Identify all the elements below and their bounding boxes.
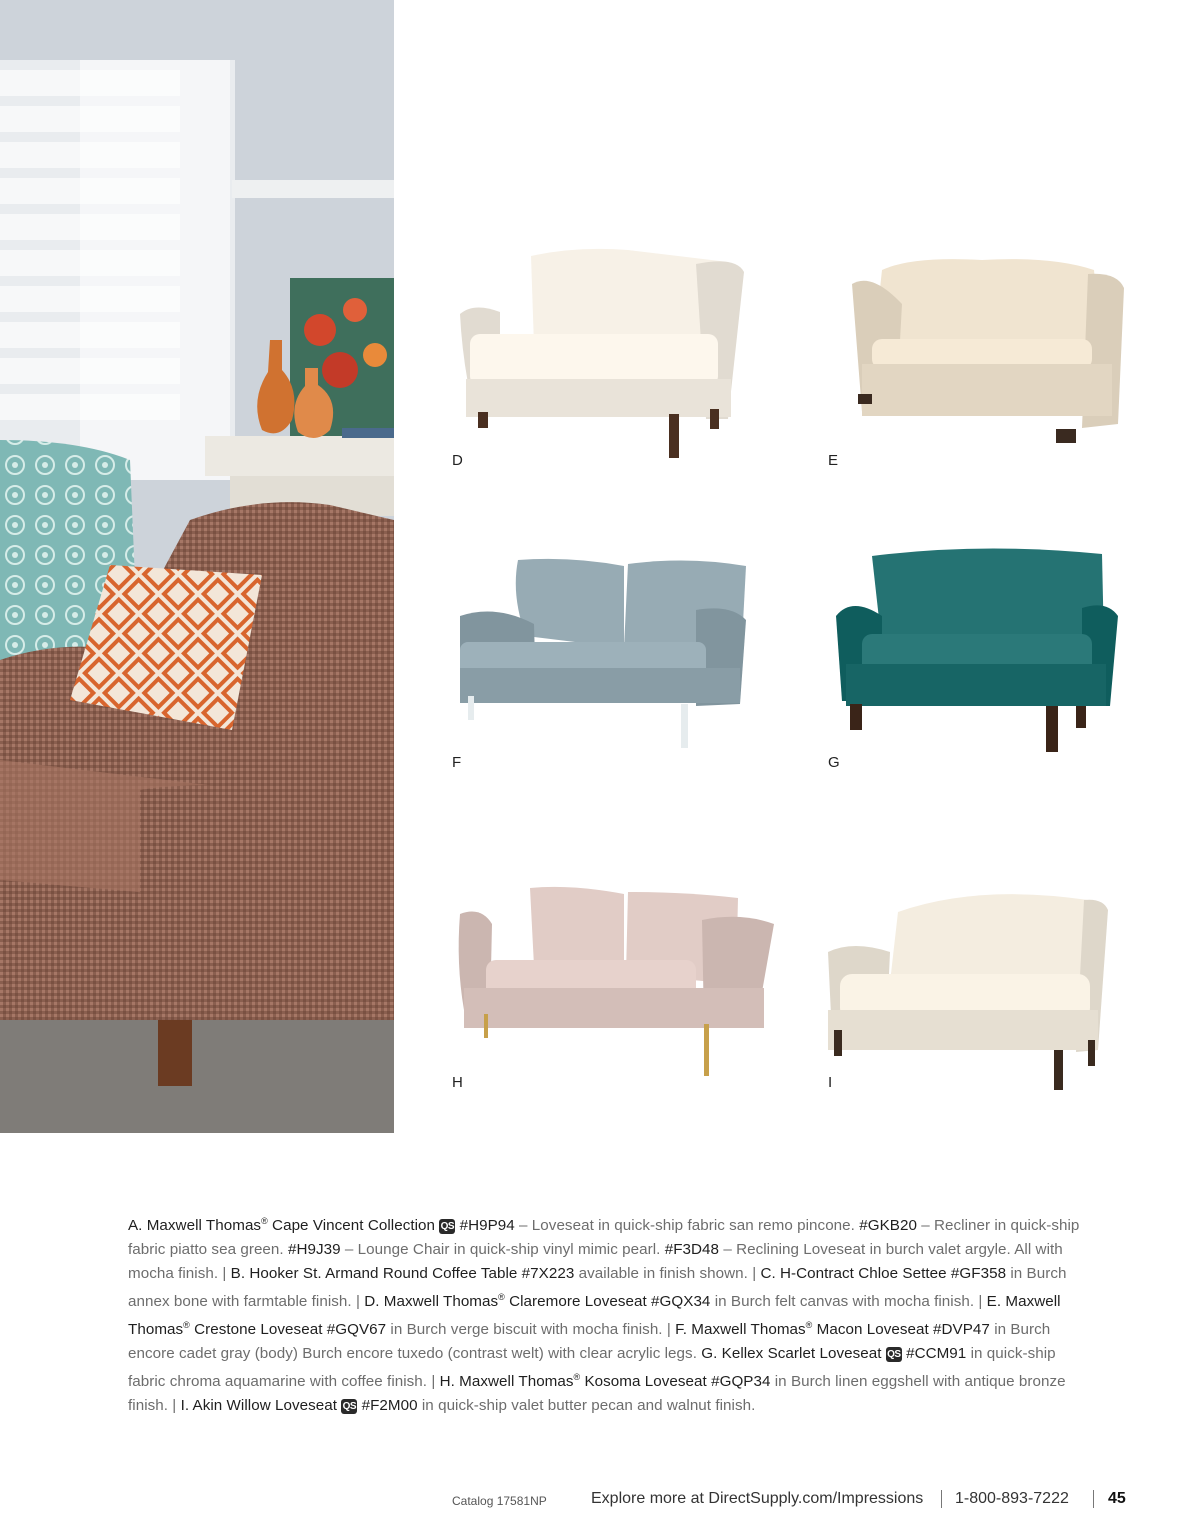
product-letter-f: F xyxy=(452,754,462,771)
reg-mark: ® xyxy=(805,1319,813,1330)
loveseat-g-image xyxy=(832,546,1132,761)
desc-a-text1: – Loveseat in quick-ship fabric san remo pincone. xyxy=(514,1217,860,1235)
desc-a-text3: – Lounge Chair in quick-ship vinyl mimic pearl. xyxy=(340,1240,665,1258)
loveseat-d-image xyxy=(456,244,756,459)
page-footer xyxy=(0,1488,1200,1512)
page-number: 45 xyxy=(1108,1490,1126,1507)
desc-i-sku: #F2M00 xyxy=(361,1396,418,1414)
loveseat-e-image xyxy=(832,244,1132,459)
desc-i-title: I. Akin Willow Loveseat xyxy=(180,1396,342,1414)
desc-g-text: in quick-ship fabric chroma aquamarine with coffee finish. | xyxy=(128,1344,1056,1390)
quick-ship-icon: QS xyxy=(342,1400,357,1412)
desc-f-title: F. Maxwell Thomas xyxy=(675,1320,806,1338)
desc-a-text4: – Reclining Loveseat in burch valet argyle. All with mocha finish. | xyxy=(128,1240,1063,1282)
desc-e-text: in Burch verge biscuit with mocha finish. | xyxy=(386,1320,676,1338)
desc-d-title2: Claremore Loveseat #GQX34 xyxy=(504,1292,711,1310)
desc-g-title: G. Kellex Scarlet Loveseat xyxy=(701,1344,886,1362)
desc-e-title2: Crestone Loveseat #GQV67 xyxy=(189,1320,387,1338)
desc-h-text: in Burch linen eggshell with antique bronze finish. | xyxy=(128,1372,1066,1414)
loveseat-f-image xyxy=(456,556,756,756)
desc-a-title2: Cape Vincent Collection xyxy=(267,1217,440,1235)
desc-a-text2: – Recliner in quick-ship fabric piatto sea green. xyxy=(128,1217,1080,1258)
product-d xyxy=(452,244,756,474)
reg-mark: ® xyxy=(498,1291,505,1302)
footer-divider xyxy=(941,1490,942,1508)
desc-g-sku: #CCM91 xyxy=(906,1344,967,1362)
lifestyle-room-photo xyxy=(0,0,394,1133)
footer-divider xyxy=(1093,1490,1094,1508)
desc-c-title: C. H-Contract Chloe Settee #GF358 xyxy=(760,1264,1007,1282)
product-letter-e: E xyxy=(828,452,839,469)
desc-d-text: in Burch felt canvas with mocha finish. | xyxy=(710,1292,987,1310)
product-f xyxy=(452,556,756,776)
product-description-text xyxy=(128,1210,1093,1418)
product-g xyxy=(828,546,1132,776)
product-letter-d: D xyxy=(452,452,463,469)
loveseat-i-image xyxy=(828,890,1118,1094)
desc-a-sku3: #H9J39 xyxy=(287,1240,341,1258)
desc-h-title: H. Maxwell Thomas xyxy=(439,1372,574,1390)
product-h xyxy=(452,884,776,1094)
desc-b-title: B. Hooker St. Armand Round Coffee Table #7X223 xyxy=(230,1264,575,1282)
desc-b-text: available in finish shown. | xyxy=(574,1264,761,1282)
product-letter-g: G xyxy=(828,754,840,771)
desc-a-title: A. Maxwell Thomas xyxy=(128,1217,262,1235)
desc-a-sku4: #F3D48 xyxy=(664,1240,720,1258)
desc-e-title: E. Maxwell Thomas xyxy=(128,1292,1061,1338)
desc-d-title: D. Maxwell Thomas xyxy=(364,1292,499,1310)
loveseat-h-image xyxy=(456,884,776,1079)
product-letter-i: I xyxy=(828,1074,833,1091)
desc-f-title2: Macon Loveseat #DVP47 xyxy=(812,1320,990,1338)
desc-f-text: in Burch encore cadet gray (body) Burch encore tuxedo (contrast welt) with clear acrylic legs. xyxy=(128,1320,1051,1362)
desc-h-title2: Kosoma Loveseat #GQP34 xyxy=(580,1372,771,1390)
product-letter-h: H xyxy=(452,1074,463,1091)
reg-mark: ® xyxy=(261,1216,268,1226)
product-e xyxy=(828,244,1132,474)
desc-i-text: in quick-ship valet butter pecan and walnut finish. xyxy=(417,1396,756,1414)
explore-link[interactable]: Explore more at DirectSupply.com/Impressions xyxy=(591,1490,924,1507)
desc-a-sku1: #H9P94 xyxy=(459,1217,515,1235)
phone-number[interactable]: 1-800-893-7222 xyxy=(955,1490,1069,1507)
reg-mark: ® xyxy=(183,1319,190,1330)
quick-ship-icon: QS xyxy=(440,1221,455,1233)
product-i xyxy=(828,890,1118,1094)
quick-ship-icon: QS xyxy=(887,1348,901,1360)
desc-c-text: in Burch annex bone with farmtable finish. | xyxy=(128,1264,1067,1310)
desc-a-sku2: #GKB20 xyxy=(859,1217,917,1235)
reg-mark: ® xyxy=(573,1371,581,1382)
catalog-number: Catalog 17581NP xyxy=(452,1494,547,1508)
